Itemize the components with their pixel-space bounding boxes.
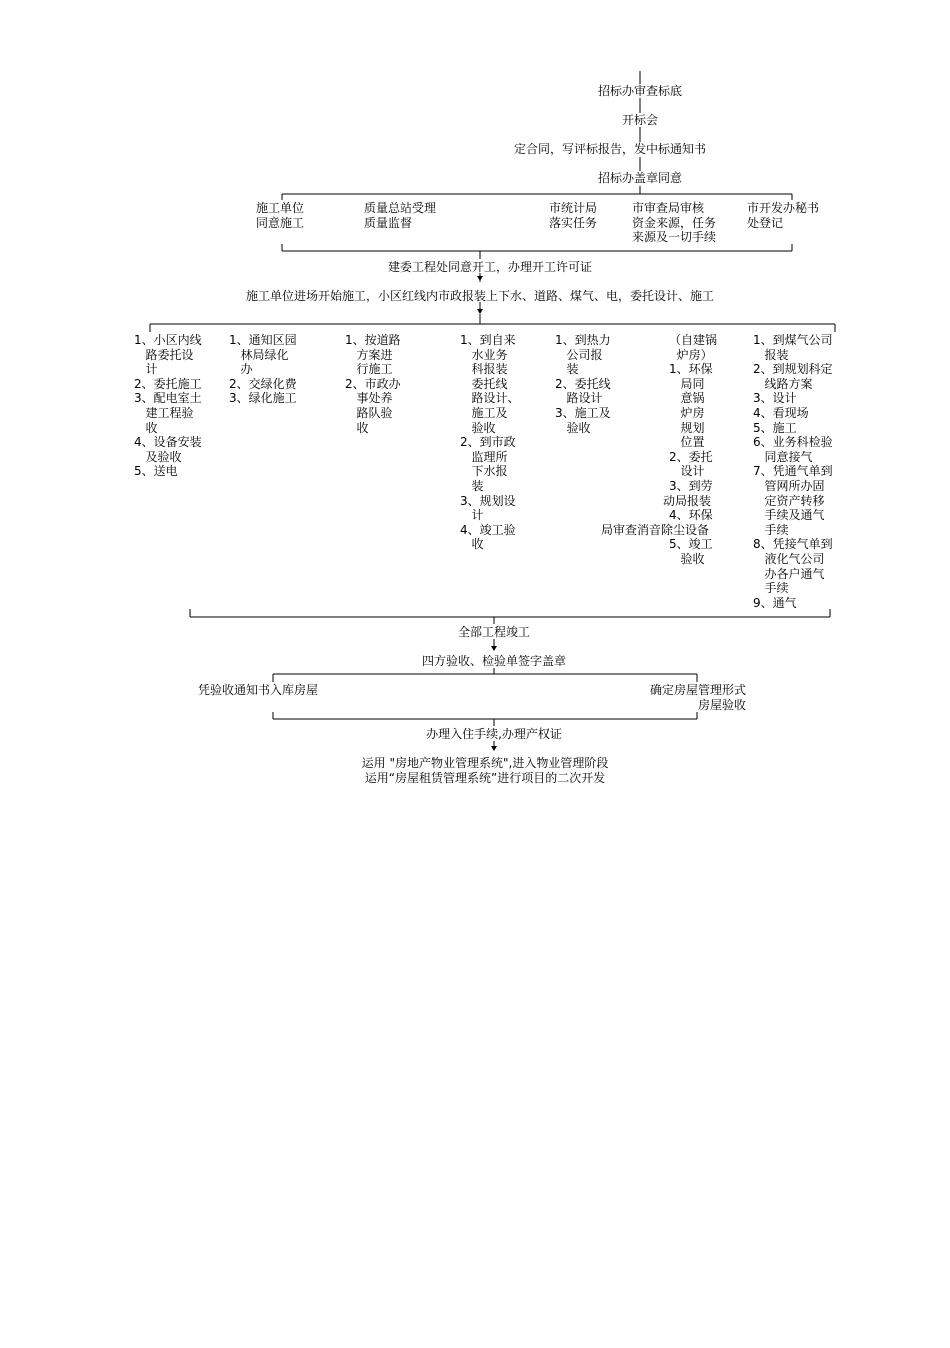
storage-step: 凭验收通知书入库房屋 bbox=[198, 683, 319, 697]
approval-development-office: 市开发办秘书 处登记 bbox=[747, 201, 820, 230]
task-boiler: （自建锅 炉房） 1、环保 局同 意锅 炉房 规划 位置 2、委托 设计 3、到劳 bbox=[669, 333, 718, 493]
contract-step: 定合同，写评标报告，发中标通知书 bbox=[513, 142, 706, 156]
task-boiler-line: 5、竣工 验收 bbox=[669, 537, 713, 566]
bid-opening-step: 开标会 bbox=[621, 113, 658, 127]
occupancy-step: 办理入住手续,办理产权证 bbox=[426, 727, 562, 741]
task-boiler-line: 动局报装 bbox=[663, 493, 712, 508]
task-water: 1、到自来 水业务 科报装 委托线 路设计、 施工及 验收 2、到市政 监理所 下水报 装 3、规划设 计 4、竣工验 收 bbox=[460, 333, 520, 552]
task-boiler-line: 局审查消音除尘设备 bbox=[601, 522, 710, 537]
approval-statistics-bureau: 市统计局 落实任务 bbox=[549, 201, 598, 230]
four-party-inspection-step: 四方验收、检验单签字盖章 bbox=[421, 654, 566, 668]
review-step: 招标办审查标底 bbox=[597, 84, 682, 98]
construction-start-step: 施工单位进场开始施工，小区红线内市政报装上下水、道路、煤气、电，委托设计、施工 bbox=[245, 289, 714, 303]
management-form-step: 确定房屋管理形式 房屋验收 bbox=[649, 683, 746, 712]
task-heating: 1、到热力 公司报 装 2、委托线 路设计 3、施工及 验收 bbox=[555, 333, 611, 435]
approval-quality-station: 质量总站受理 质量监督 bbox=[364, 201, 437, 230]
task-boiler-line: 4、环保 bbox=[669, 508, 713, 523]
final-step-rental-management: 运用“房屋租赁管理系统”进行项目的二次开发 bbox=[364, 770, 606, 785]
task-gas: 1、到煤气公司 报装 2、到规划科定 线路方案 3、设计 4、看现场 5、施工 6、业务科检验 同意接气 7、凭通气单到 管网所办固 定资产转移 手续及通气 手续 8、凭接气单到 液化气公司 办各户通气 手续 9、通气 bbox=[753, 333, 833, 610]
permit-step: 建委工程处同意开工，办理开工许可证 bbox=[387, 260, 592, 274]
task-road: 1、按道路 方案进 行施工 2、市政办 事处养 路队验 收 bbox=[345, 333, 401, 435]
final-step-property-management: 运用 "房地产物业管理系统",进入物业管理阶段 bbox=[361, 756, 609, 770]
completion-step: 全部工程竣工 bbox=[457, 625, 530, 639]
task-greening: 1、通知区园 林局绿化 办 2、交绿化费 3、绿化施工 bbox=[229, 333, 297, 406]
seal-step: 招标办盖章同意 bbox=[597, 171, 682, 185]
approval-audit-bureau: 市审查局审核 资金来源，任务 来源及一切手续 bbox=[632, 201, 717, 245]
task-electric: 1、小区内线 路委托设 计 2、委托施工 3、配电室土 建工程验 收 4、设备安装 及验收 5、送电 bbox=[134, 333, 202, 479]
approval-construction-unit: 施工单位 同意施工 bbox=[256, 201, 305, 230]
